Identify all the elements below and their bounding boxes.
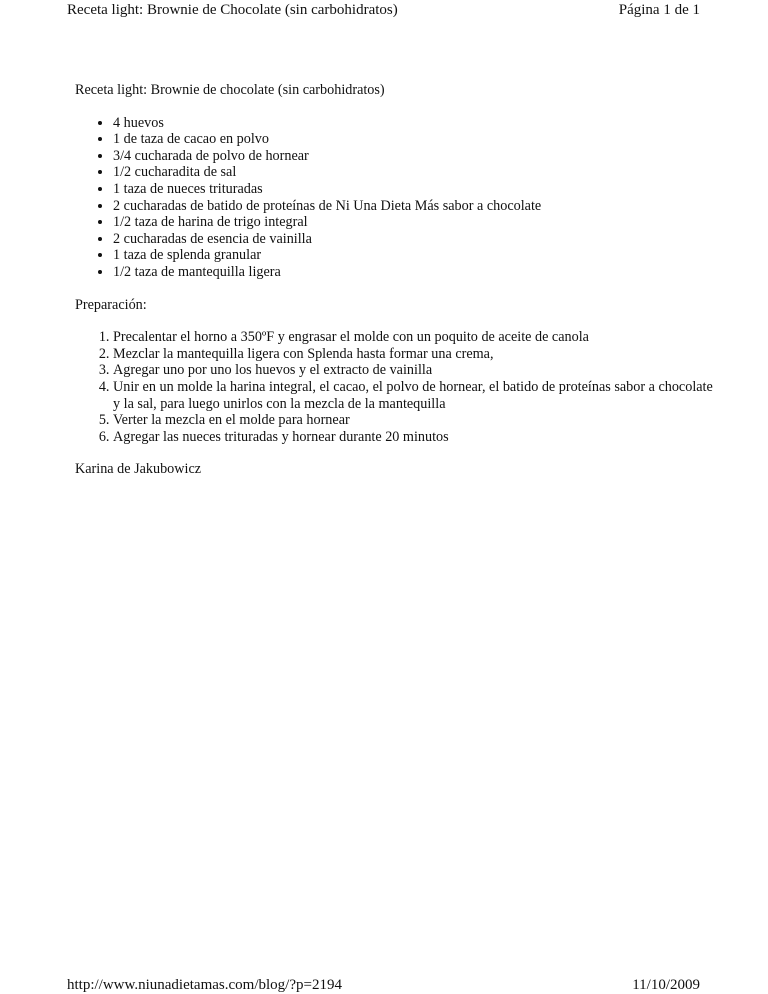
page-footer [67, 976, 700, 994]
preparation-step: 1. Precalentar el horno a 350ºF y engrasar el molde con un poquito de aceite de canola [113, 329, 715, 346]
recipe-author: Karina de Jakubowicz [75, 461, 202, 478]
ingredient-item: • 4 huevos [113, 115, 715, 132]
source-url: http://www.niunadietamas.com/blog/?p=2194 [67, 977, 342, 993]
ingredient-item: • 1 taza de splenda granular [113, 247, 715, 264]
preparation-step: 4. Unir en un molde la harina integral, el cacao, el polvo de hornear, el batido de proteínas sabor a chocolate y la sal, para luego unirlos con la mezcla de la mantequilla [113, 379, 715, 412]
ingredient-item: • 1 taza de nueces trituradas [113, 181, 715, 198]
ingredient-item: • 1/2 taza de mantequilla ligera [113, 264, 715, 281]
ingredient-item: • 1/2 taza de harina de trigo integral [113, 214, 715, 231]
header-page-number: Página 1 de 1 [618, 2, 700, 18]
preparation-step: 5. Verter la mezcla en el molde para hornear [113, 412, 715, 429]
ingredient-item: • 3/4 cucharada de polvo de hornear [113, 148, 715, 165]
ingredients-list [75, 115, 715, 281]
preparation-step: 3. Agregar uno por uno los huevos y el extracto de vainilla [113, 362, 715, 379]
recipe-title: Receta light: Brownie de chocolate (sin carbohidratos) [75, 82, 385, 98]
ingredient-item: • 2 cucharadas de batido de proteínas de Ni Una Dieta Más sabor a chocolate [113, 198, 715, 215]
ingredient-item: • 2 cucharadas de esencia de vainilla [113, 231, 715, 248]
page-header [67, 1, 700, 21]
preparation-heading: Preparación: [75, 296, 147, 313]
header-title: Receta light: Brownie de Chocolate (sin carbohidratos) [67, 2, 398, 18]
print-date: 11/10/2009 [632, 977, 700, 993]
ingredient-item: • 1/2 cucharadita de sal [113, 164, 715, 181]
preparation-step: 6. Agregar las nueces trituradas y hornear durante 20 minutos [113, 429, 715, 446]
preparation-steps-list [75, 329, 715, 445]
recipe-content [75, 82, 715, 478]
preparation-step: 2. Mezclar la mantequilla ligera con Splenda hasta formar una crema, [113, 346, 715, 363]
ingredient-item: • 1 de taza de cacao en polvo [113, 131, 715, 148]
